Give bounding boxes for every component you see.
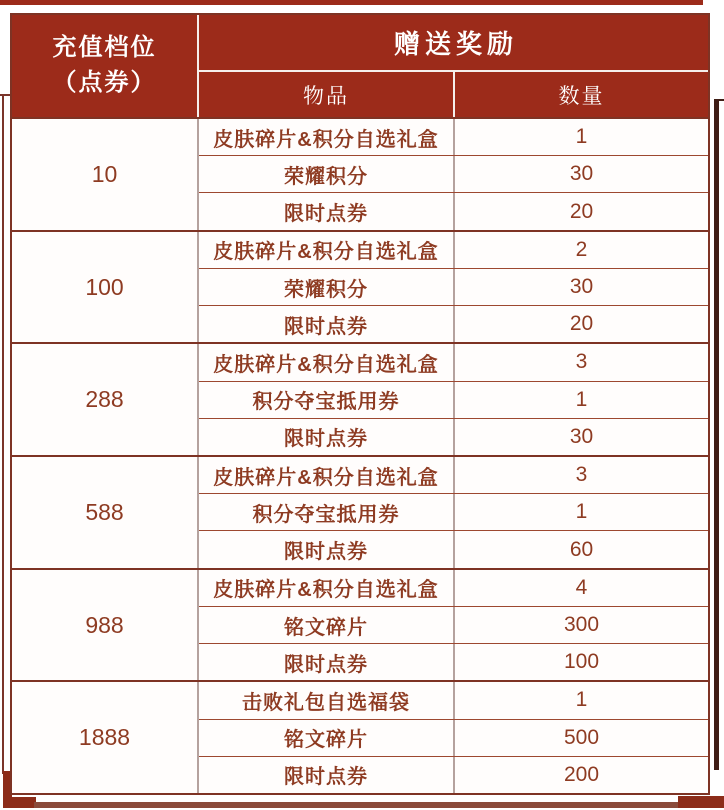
item-qty-cell: 100 [563, 650, 600, 674]
item-name-cell: 积分夺宝抵用券 [199, 382, 455, 418]
item-name-cell: 击败礼包自选福袋 [199, 682, 455, 718]
table-row [199, 305, 708, 342]
header-subrow [199, 72, 708, 117]
table-row [199, 418, 708, 455]
frame-left-line [2, 95, 4, 774]
item-qty-cell: 20 [569, 312, 594, 336]
tier-value: 588 [12, 457, 199, 568]
table-row [199, 457, 708, 493]
header-gift-title: 赠送奖励 [199, 15, 708, 72]
table-row [199, 493, 708, 530]
tier-value: 288 [12, 344, 199, 455]
item-name-cell: 皮肤碎片&积分自选礼盒 [199, 344, 455, 380]
item-name-cell: 荣耀积分 [199, 269, 455, 305]
item-name-cell: 限时点券 [199, 644, 455, 680]
item-name-cell: 积分夺宝抵用券 [199, 494, 455, 530]
header-gift-columns [199, 15, 708, 117]
item-qty-cell: 1 [575, 688, 588, 712]
item-name-cell: 限时点券 [199, 306, 455, 342]
item-qty-cell: 300 [563, 613, 600, 637]
item-qty-cell: 30 [569, 275, 594, 298]
item-name-cell: 皮肤碎片&积分自选礼盒 [199, 570, 455, 606]
item-qty-cell: 60 [569, 537, 594, 561]
tier-group-988 [12, 568, 708, 681]
item-name-cell: 皮肤碎片&积分自选礼盒 [199, 457, 455, 493]
item-qty-cell: 3 [575, 463, 588, 487]
table-row [199, 381, 708, 418]
table-row [199, 570, 708, 606]
item-name-cell: 皮肤碎片&积分自选礼盒 [199, 119, 455, 155]
item-qty-cell: 1 [575, 125, 588, 149]
table-row [199, 530, 708, 567]
item-name-cell: 限时点券 [199, 193, 455, 229]
item-qty-cell: 500 [563, 725, 600, 749]
tier-group-rows [199, 570, 708, 681]
tier-group-rows [199, 344, 708, 455]
table-row [199, 606, 708, 643]
header-tier-line1: 充值档位 [52, 34, 157, 62]
item-qty-cell: 200 [563, 762, 600, 786]
item-name-cell: 铭文碎片 [199, 607, 455, 643]
table-row [199, 719, 708, 756]
item-qty-cell: 3 [575, 350, 588, 374]
table-row [199, 268, 708, 305]
frame-bottom-left-block [3, 797, 36, 808]
item-qty-cell: 30 [569, 424, 594, 448]
tier-group-100 [12, 230, 708, 343]
table-row [199, 192, 708, 229]
item-name-cell: 铭文碎片 [199, 720, 455, 756]
table-row [199, 232, 708, 268]
header-item-column: 物品 [199, 72, 455, 117]
tier-group-rows [199, 232, 708, 343]
frame-right-line [714, 99, 719, 770]
table-body [12, 117, 708, 793]
tier-value: 100 [12, 232, 199, 343]
item-qty-cell: 2 [575, 237, 588, 261]
recharge-reward-table [10, 13, 710, 795]
tier-group-288 [12, 342, 708, 455]
item-qty-cell: 4 [575, 575, 588, 599]
header-tier-line2: （点券） [52, 69, 157, 96]
table-row [199, 344, 708, 380]
tier-value: 988 [12, 570, 199, 681]
frame-bottom-right-block [678, 796, 724, 808]
item-qty-cell: 20 [569, 199, 594, 223]
table-row [199, 155, 708, 192]
item-qty-cell: 30 [569, 162, 594, 186]
tier-group-rows [199, 457, 708, 568]
table-header [12, 15, 708, 117]
tier-group-1888 [12, 680, 708, 793]
item-qty-cell: 1 [575, 387, 588, 411]
tier-group-rows [199, 682, 708, 793]
tier-value: 1888 [12, 682, 199, 793]
header-tier-column [12, 15, 199, 117]
table-row [199, 119, 708, 155]
header-qty-column: 数量 [558, 84, 605, 108]
tier-value: 10 [12, 119, 199, 230]
table-row [199, 682, 708, 718]
item-name-cell: 限时点券 [199, 757, 455, 793]
item-name-cell: 限时点券 [199, 419, 455, 455]
item-name-cell: 皮肤碎片&积分自选礼盒 [199, 232, 455, 268]
table-row [199, 756, 708, 793]
item-name-cell: 限时点券 [199, 531, 455, 567]
frame-bottom-bar [34, 802, 684, 808]
tier-group-10 [12, 117, 708, 230]
frame-top-bar [0, 0, 703, 5]
item-qty-cell: 1 [575, 500, 588, 524]
frame-right-tick [714, 99, 724, 101]
table-row [199, 643, 708, 680]
item-name-cell: 荣耀积分 [199, 156, 455, 192]
tier-group-588 [12, 455, 708, 568]
tier-group-rows [199, 119, 708, 230]
